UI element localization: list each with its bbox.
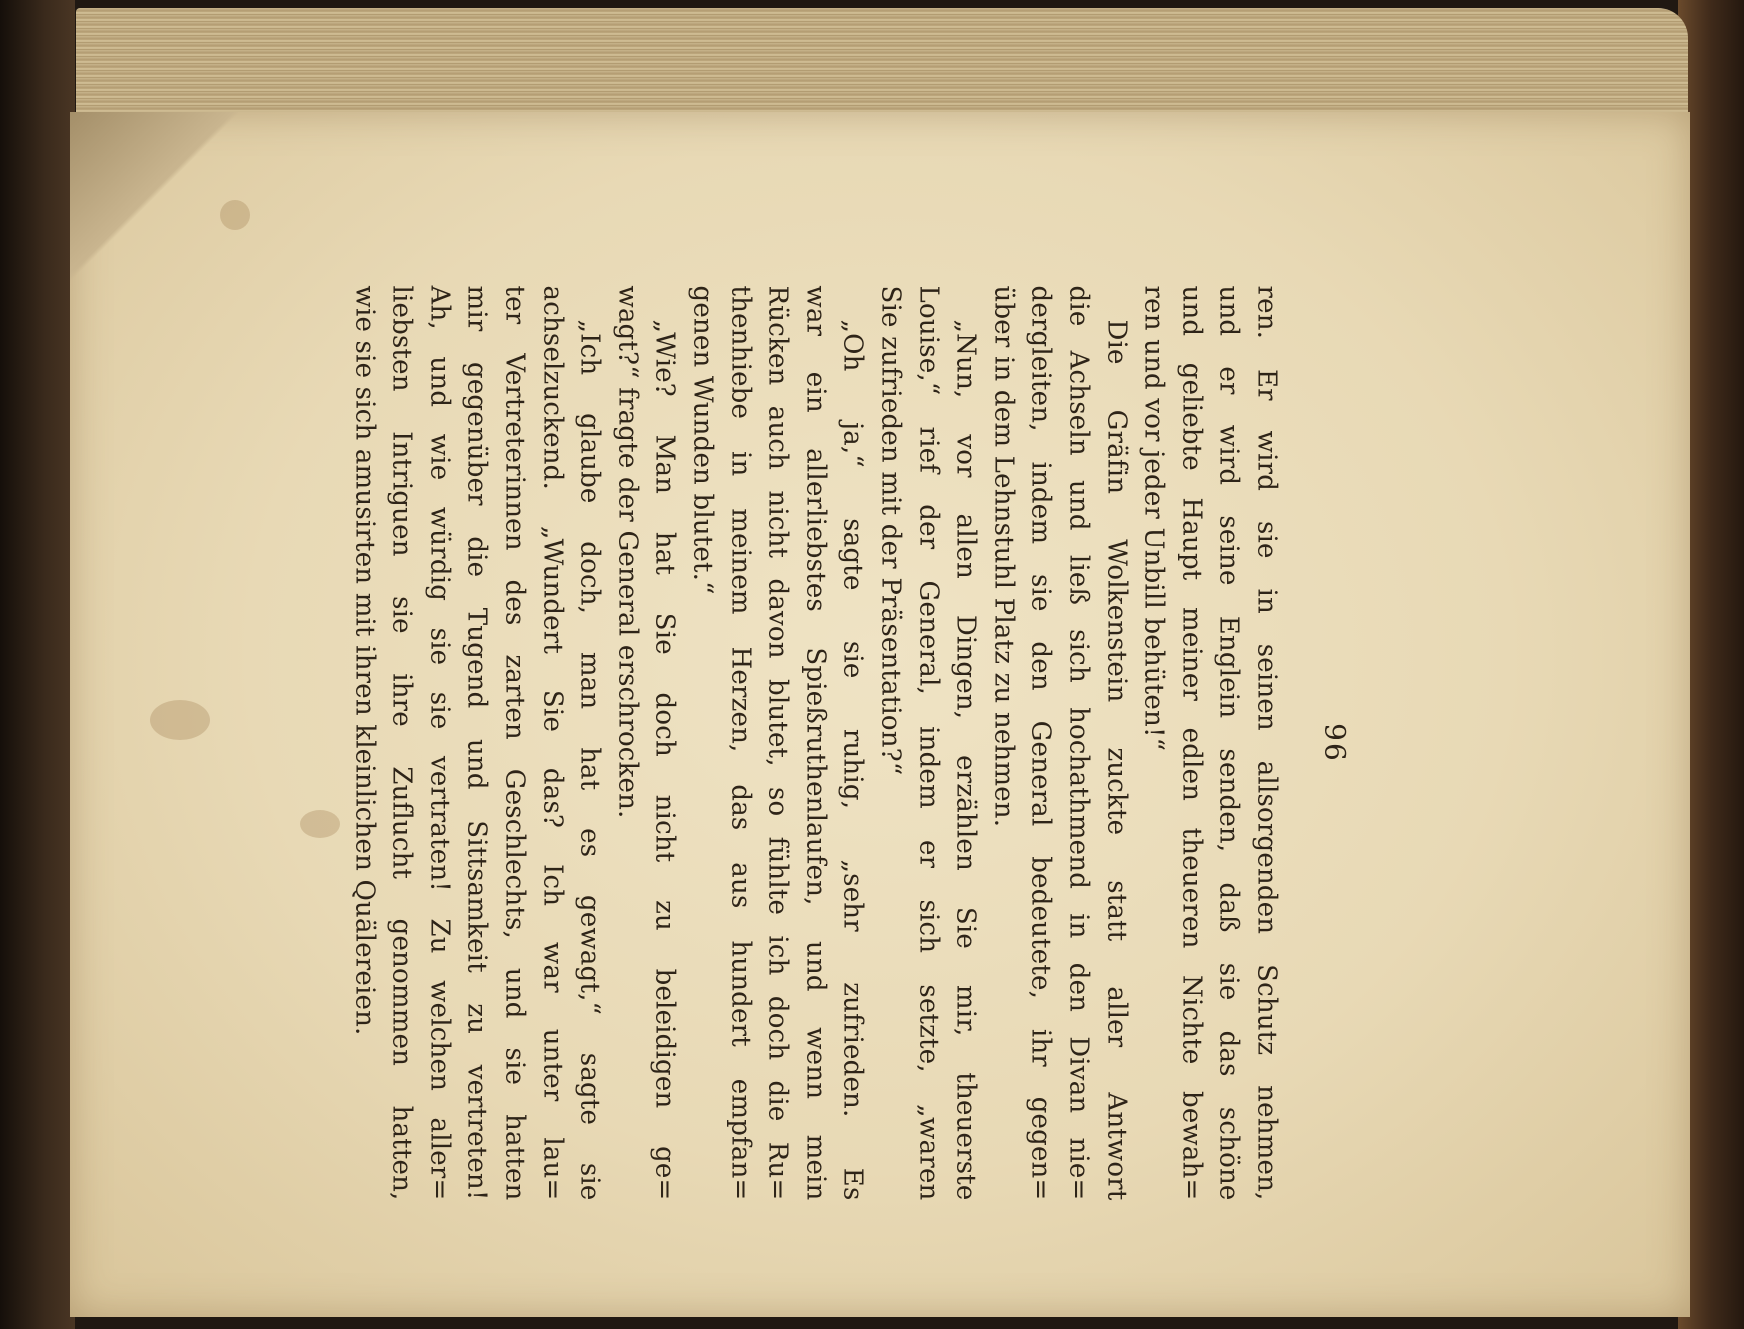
text-line: thenhiebe in meinem Herzen, das aus hundert empfan= xyxy=(725,285,756,1201)
text-line: mir gegenüber die Tugend und Sittsamkeit zu vertreten! xyxy=(461,285,492,1201)
text-line: Ah, und wie würdig sie sie vertraten! Zu welchen aller= xyxy=(424,285,455,1201)
text-line: „Nun, vor allen Dingen, erzählen Sie mir, theuerste xyxy=(950,319,981,1201)
text-line: ren. Er wird sie in seinen allsorgenden Schutz nehmen, xyxy=(1251,285,1282,1201)
book-cover-left xyxy=(0,0,75,1329)
stain-spot xyxy=(300,810,340,838)
stain-spot xyxy=(220,200,250,230)
text-line: über in dem Lehnstuhl Platz zu nehmen. xyxy=(988,285,1019,828)
text-line: achselzuckend. „Wundert Sie das? Ich war unter lau= xyxy=(537,285,568,1201)
text-line: genen Wunden blutet.“ xyxy=(687,285,718,595)
text-line: und geliebte Haupt meiner edlen theueren Nichte bewah= xyxy=(1176,285,1207,1201)
text-line: ren und vor jeder Unbill behüten!“ xyxy=(1138,285,1169,752)
stain-spot xyxy=(150,700,210,740)
text-line: die Achseln und ließ sich hochathmend in den Divan nie= xyxy=(1063,285,1094,1201)
text-line: wagt?“ fragte der General erschrocken. xyxy=(612,285,643,819)
text-line: „Oh ja,“ sagte sie ruhig, „sehr zufrieden. Es xyxy=(837,319,868,1201)
text-line: ter Vertreterinnen des zarten Geschlechts, und sie hatten xyxy=(499,285,530,1201)
text-line: Rücken auch nicht davon blutet, so fühlte ich doch die Ru= xyxy=(762,285,793,1201)
text-line: war ein allerliebstes Spießruthenlaufen, und wenn mein xyxy=(800,285,831,1201)
text-line: und er wird seine Englein senden, daß sie das schöne xyxy=(1213,285,1244,1201)
page-edges xyxy=(76,8,1688,128)
folded-corner xyxy=(70,112,240,282)
page-text-block xyxy=(340,286,1360,1201)
text-line: Sie zufrieden mit der Präsentation?“ xyxy=(875,285,906,776)
page-number: 96 xyxy=(1318,723,1352,763)
text-line: „Wie? Man hat Sie doch nicht zu beleidigen ge= xyxy=(649,319,680,1201)
text-line: liebsten Intriguen sie ihre Zuflucht genommen hatten, xyxy=(386,285,417,1201)
text-line: „Ich glaube doch, man hat es gewagt,“ sagte sie xyxy=(574,319,605,1201)
text-line: dergleiten, indem sie den General bedeutete, ihr gegen= xyxy=(1025,285,1056,1201)
text-line: Louise,“ rief der General, indem er sich setzte, „waren xyxy=(913,285,944,1201)
text-line: wie sie sich amusirten mit ihren kleinlichen Quälereien. xyxy=(349,285,380,1036)
text-line: Die Gräfin Wolkenstein zuckte statt aller Antwort xyxy=(1101,319,1132,1201)
